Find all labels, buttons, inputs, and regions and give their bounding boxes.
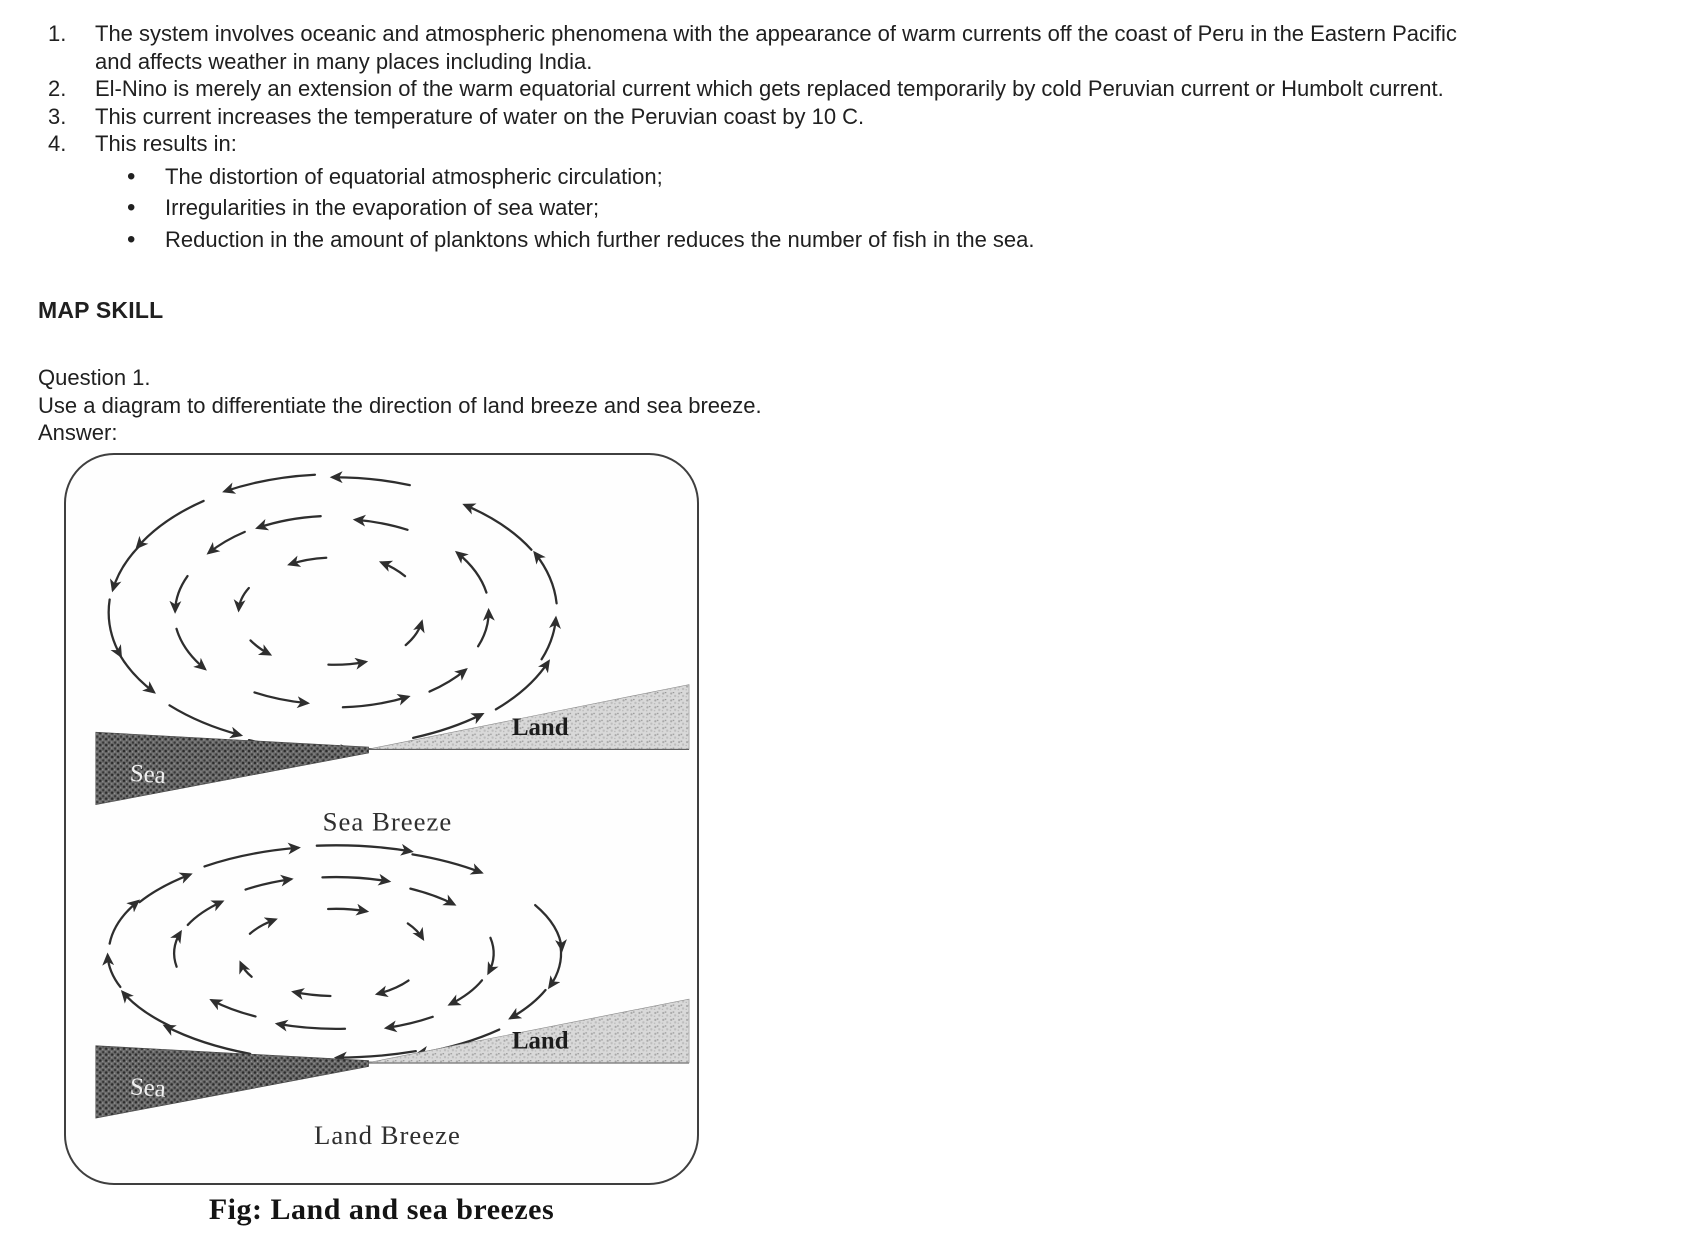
flow-arrow [209, 531, 245, 552]
flow-arrow [175, 576, 187, 611]
flow-arrow [408, 923, 423, 938]
flow-arrow [212, 1000, 256, 1016]
flow-arrow [387, 1016, 433, 1027]
flow-arrow [120, 655, 153, 691]
flow-arrow [535, 553, 557, 603]
flow-arrow [378, 980, 409, 993]
flow-arrow [108, 955, 121, 986]
flow-arrow [406, 622, 422, 645]
flow-arrow [478, 610, 489, 645]
bullet-icon [127, 163, 165, 191]
flow-arrow [317, 845, 411, 851]
bullet-item [127, 226, 1700, 254]
flow-arrow [410, 888, 453, 904]
list-number: 4. [48, 131, 67, 156]
list-number: 3. [48, 103, 67, 129]
section-heading: MAP SKILL [38, 297, 164, 323]
flow-arrow [294, 992, 330, 996]
flow-arrow [430, 669, 466, 691]
flow-arrow [109, 599, 121, 655]
answer-label: Answer: [38, 420, 118, 445]
flow-arrow [450, 980, 482, 1004]
flow-arrow [113, 546, 139, 589]
list-item-text: This results in: [95, 131, 237, 156]
flow-arrow [174, 932, 180, 966]
flow-arrow [165, 1026, 250, 1054]
numbered-list [38, 20, 1700, 253]
sea-label-top: Sea [129, 759, 167, 789]
figure [64, 453, 704, 1227]
flow-arrow [322, 877, 388, 881]
flow-arrow [550, 946, 561, 986]
flow-arrow [278, 1023, 345, 1028]
flow-arrow [535, 905, 562, 949]
bullet-item [127, 163, 1700, 191]
flow-arrow [489, 937, 494, 972]
flow-arrow [412, 854, 481, 872]
figure-caption: Fig: Land and sea breezes [208, 1192, 555, 1226]
flow-arrow [169, 705, 240, 735]
flow-arrow [290, 557, 326, 564]
list-item [48, 103, 1700, 131]
question-label: Question 1. [38, 365, 151, 390]
bullet-text: Irregularities in the evaporation of sea water; [165, 195, 600, 220]
flow-arrow [241, 963, 252, 977]
breeze-figure-frame [64, 453, 699, 1185]
flow-arrow [496, 661, 548, 709]
flow-arrow [343, 696, 408, 706]
list-item-text: El-Nino is merely an extension of the warm equatorial current which gets replaced temporarily by cold Peruvian current or Humbolt current. [95, 76, 1444, 101]
flow-arrow [250, 919, 275, 933]
bullet-text: The distortion of equatorial atmospheric circulation; [165, 163, 663, 189]
flow-arrow [333, 477, 410, 485]
flow-arrow [457, 552, 486, 592]
flow-arrow [251, 640, 270, 654]
bullet-icon [127, 226, 165, 254]
flow-arrow [511, 990, 546, 1018]
flow-arrow [542, 618, 556, 659]
land-breeze-circulation-arrows [108, 845, 562, 1057]
bullet-item [127, 194, 1700, 222]
list-number: 2. [48, 76, 67, 101]
flow-arrow [137, 500, 203, 546]
list-item [48, 130, 1700, 158]
list-item [48, 75, 1700, 103]
list-item [48, 20, 1700, 75]
flow-arrow [356, 519, 408, 529]
list-item-text: and affects weather in many places including India. [95, 48, 593, 74]
flow-arrow [328, 908, 366, 910]
list-number: 1. [48, 21, 67, 46]
flow-arrow [140, 874, 190, 902]
flow-arrow [239, 588, 249, 610]
bullet-icon [127, 194, 165, 222]
flow-arrow [258, 516, 321, 528]
question-text: Use a diagram to differentiate the direction of land breeze and sea breeze. [38, 392, 762, 418]
sea-label-bottom: Sea [129, 1072, 167, 1103]
list-item-text: This current increases the temperature of water on the Peruvian coast by 10 C. [95, 103, 865, 129]
flow-arrow [255, 692, 308, 703]
question-block [38, 364, 1700, 447]
flow-arrow [225, 474, 315, 491]
flow-arrow [465, 505, 531, 550]
land-breeze-title: Land Breeze [314, 1119, 461, 1150]
bullet-text: Reduction in the amount of planktons which further reduces the number of fish in the sea. [165, 226, 1035, 252]
flow-arrow [205, 847, 298, 866]
flow-arrow [177, 628, 205, 668]
flow-arrow [382, 562, 405, 576]
bullet-list [127, 163, 1700, 254]
sea-breeze-circulation-arrows [109, 474, 557, 749]
list-item-text: The system involves oceanic and atmospheric phenomena with the appearance of warm currents off the coast of Peru in the Eastern Pacific [95, 21, 1457, 46]
flow-arrow [328, 661, 365, 664]
breeze-figure-svg [66, 455, 696, 1182]
flow-arrow [123, 992, 170, 1026]
flow-arrow [110, 901, 138, 943]
land-label-top: Land [511, 713, 569, 741]
sea-breeze-title: Sea Breeze [322, 805, 453, 836]
flow-arrow [188, 901, 222, 924]
land-label-bottom: Land [511, 1027, 569, 1055]
flow-arrow [246, 879, 291, 889]
